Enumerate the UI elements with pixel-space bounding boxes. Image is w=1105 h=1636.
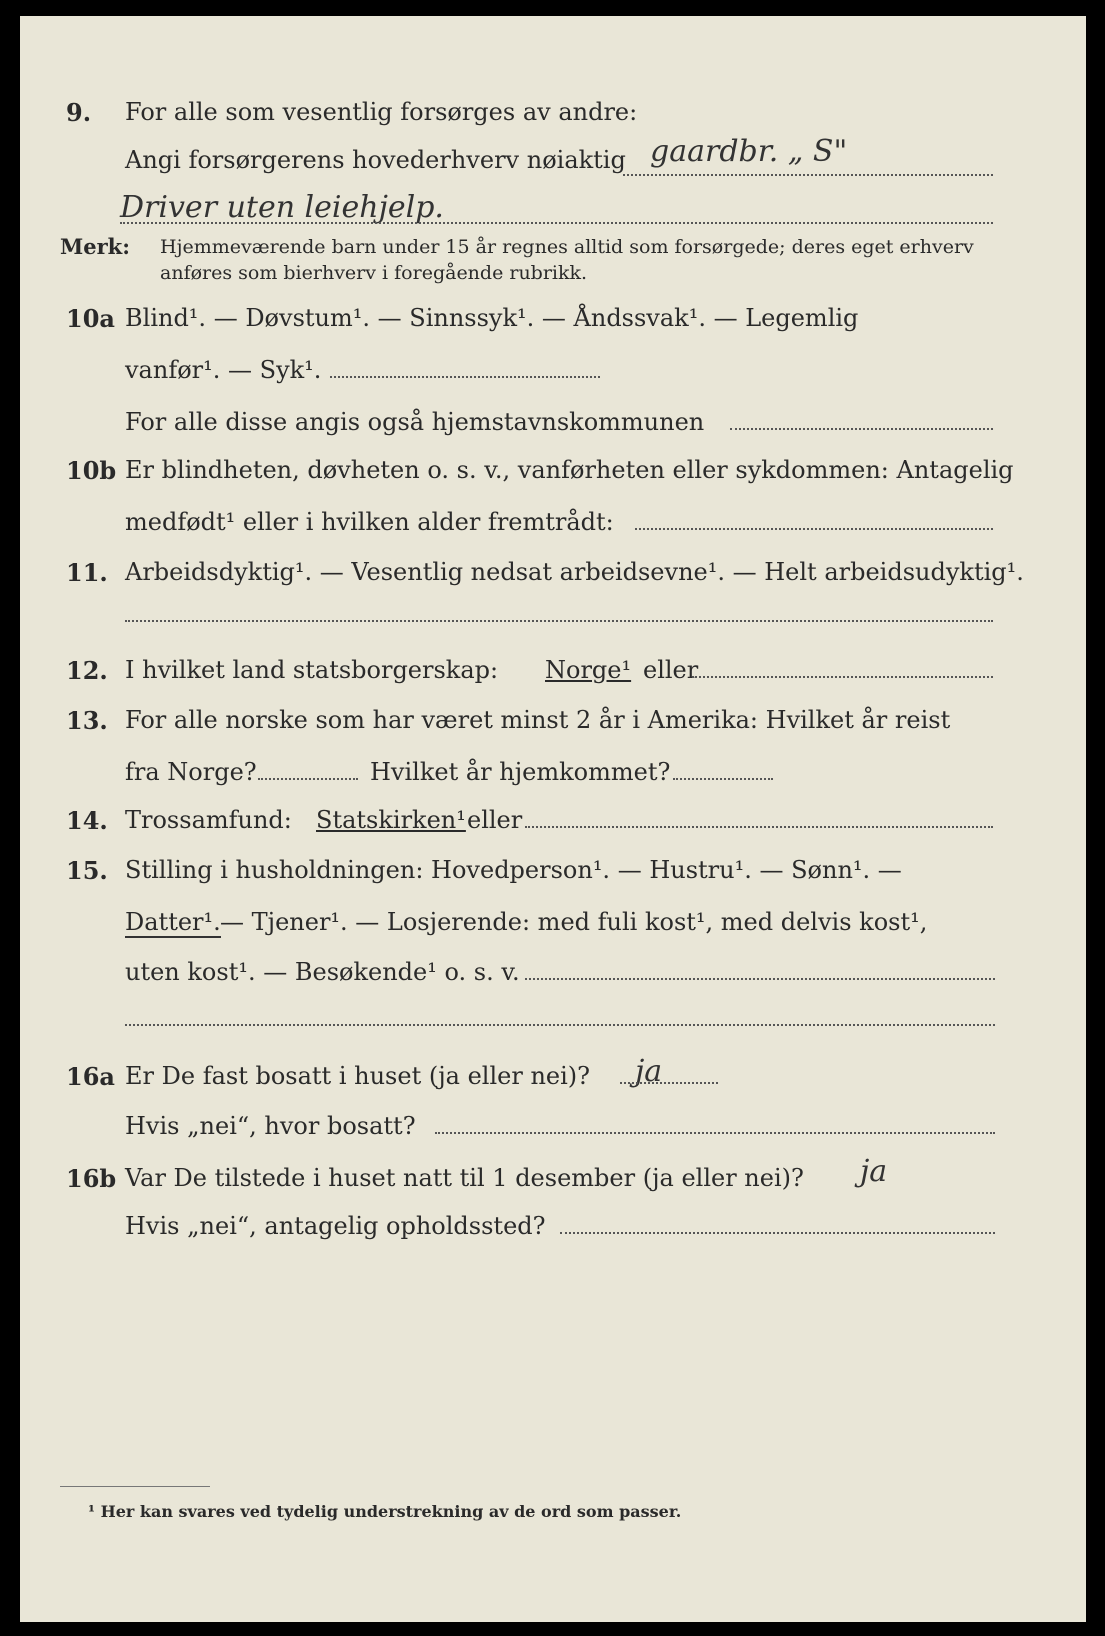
q13-line2b: Hvilket år hjemkommet? (370, 758, 671, 786)
q12-answer-line (692, 676, 993, 678)
q10b-number: 10b (66, 456, 117, 485)
q15-number: 15. (66, 856, 108, 885)
merk-label: Merk: (60, 234, 130, 259)
q15-line3: uten kost¹. — Besøkende¹ o. s. v. (125, 958, 520, 986)
q15-extra-line (125, 1024, 995, 1026)
q10a-line3: For alle disse angis også hjemstavnskommunen (125, 408, 705, 436)
q16b-line2: Hvis „nei“, antagelig opholdssted? (125, 1212, 546, 1240)
q14-suffix: eller (467, 806, 523, 834)
q16a-answer: ja (635, 1054, 663, 1089)
q10a-number: 10a (66, 304, 115, 333)
q12-number: 12. (66, 656, 108, 685)
q13-reist-line (258, 778, 358, 780)
q11-answer-line (125, 620, 993, 622)
q16a-number: 16a (66, 1062, 115, 1091)
q14-statskirken: Statskirken¹ (316, 806, 466, 834)
q9-number: 9. (66, 98, 92, 127)
q13-line2a: fra Norge? (125, 758, 257, 786)
q12-norge: Norge¹ (545, 656, 632, 684)
q16b-number: 16b (66, 1164, 117, 1193)
q13-line1: For alle norske som har været minst 2 år i Amerika: Hvilket år reist (125, 706, 951, 734)
merk-line1: Hjemmeværende barn under 15 år regnes alltid som forsørgede; deres eget erhverv (160, 236, 974, 258)
q16a-line2: Hvis „nei“, hvor bosatt? (125, 1112, 416, 1140)
footnote-rule (60, 1486, 210, 1487)
q16b-answer-line (560, 1232, 995, 1234)
q16b-line1: Var De tilstede i huset natt til 1 desember (ja eller nei)? (125, 1164, 804, 1192)
q15-line2: — Tjener¹. — Losjerende: med fuli kost¹, med delvis kost¹, (220, 908, 928, 936)
q16a-answer-line (620, 1082, 718, 1084)
q14-answer-line (525, 826, 993, 828)
q9-line1: For alle som vesentlig forsørges av andre: (125, 98, 638, 126)
q14-number: 14. (66, 806, 108, 835)
q10b-line1: Er blindheten, døvheten o. s. v., vanførheten eller sykdommen: Antagelig (125, 456, 1014, 484)
q15-answer-line (525, 978, 995, 980)
q13-hjemkommet-line (673, 778, 773, 780)
q9-answer-line1 (623, 174, 993, 176)
q12-suffix: eller (643, 656, 699, 684)
q9-line2: Angi forsørgerens hovederhverv nøiaktig (125, 146, 626, 174)
q9-handwriting1: gaardbr. „ S" (650, 134, 848, 169)
q10a-hjemstavn-line (730, 428, 993, 430)
q9-answer-line2 (120, 222, 993, 224)
q16b-answer: ja (860, 1154, 888, 1189)
q11-number: 11. (66, 558, 108, 587)
q10a-answer-line (330, 376, 600, 378)
q10a-line2: vanfør¹. — Syk¹. (125, 356, 322, 384)
q10b-line2: medfødt¹ eller i hvilken alder fremtrådt: (125, 508, 614, 536)
q13-number: 13. (66, 706, 108, 735)
q14-prefix: Trossamfund: (125, 806, 292, 834)
q15-line1: Stilling i husholdningen: Hovedperson¹. — Hustru¹. — Sønn¹. — (125, 856, 902, 884)
q12-prefix: I hvilket land statsborgerskap: (125, 656, 499, 684)
census-form-page (20, 16, 1086, 1622)
merk-line2: anføres som bierhverv i foregående rubrikk. (160, 262, 588, 284)
q11-line1: Arbeidsdyktig¹. — Vesentlig nedsat arbeidsevne¹. — Helt arbeidsudyktig¹. (125, 558, 1024, 586)
q10a-line1: Blind¹. — Døvstum¹. — Sinnssyk¹. — Åndssvak¹. — Legemlig (125, 304, 859, 332)
q16a-bosatt-line (435, 1132, 995, 1134)
q16a-line1: Er De fast bosatt i huset (ja eller nei)? (125, 1062, 591, 1090)
footnote-text: ¹ Her kan svares ved tydelig understrekning av de ord som passer. (88, 1502, 682, 1521)
q10b-answer-line (635, 528, 993, 530)
q9-handwriting2: Driver uten leiehjelp. (120, 190, 444, 225)
q15-datter: Datter¹. (125, 908, 221, 936)
